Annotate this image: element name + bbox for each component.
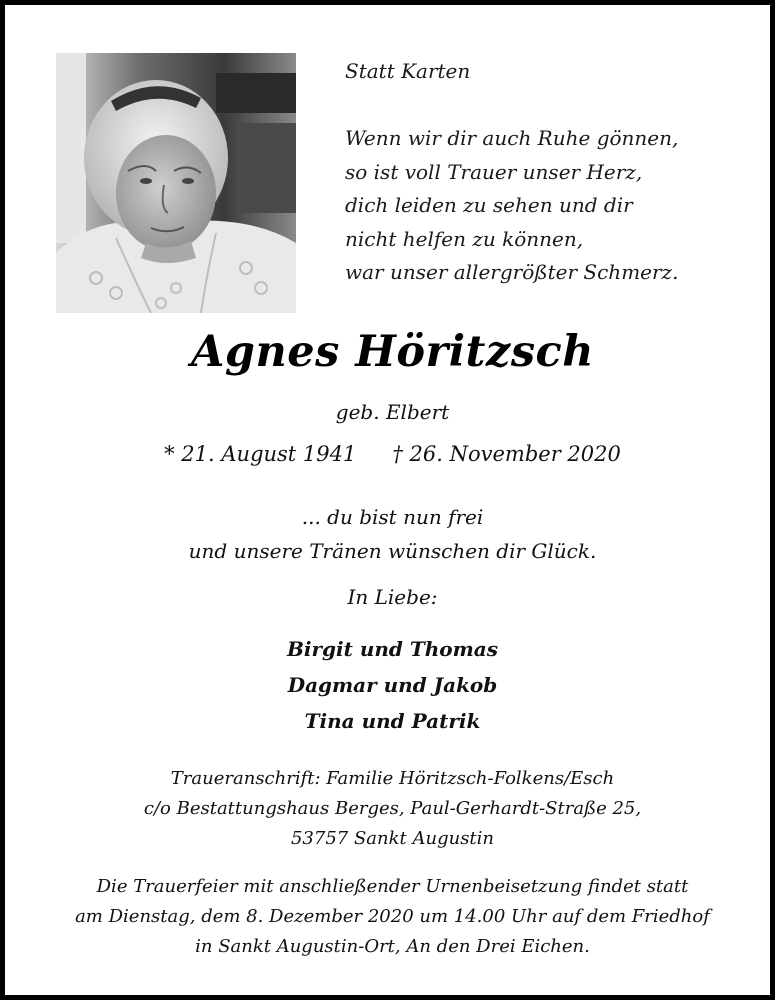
address-line: Traueranschrift: Familie Höritzsch-Folkens/Esch: [170, 768, 615, 789]
mourner-name: Birgit und Thomas: [287, 637, 498, 661]
mourner-name: Dagmar und Jakob: [287, 673, 498, 697]
address-line: 53757 Sankt Augustin: [290, 828, 495, 849]
poem-line: nicht helfen zu können,: [345, 226, 584, 251]
portrait-photo: [56, 53, 296, 313]
death-date: † 26. November 2020: [392, 442, 621, 466]
quote-line: und unsere Tränen wünschen dir Glück.: [188, 539, 597, 563]
birth-name: geb. Elbert: [335, 400, 450, 424]
ceremony-line: am Dienstag, dem 8. Dezember 2020 um 14.00 Uhr auf dem Friedhof: [75, 906, 710, 927]
poem: [345, 55, 745, 290]
address-line: c/o Bestattungshaus Berges, Paul-Gerhardt-Straße 25,: [143, 798, 642, 819]
mourning-address: [10, 764, 775, 854]
mourner-name: Tina und Patrik: [304, 709, 481, 733]
mourners-list: [10, 631, 775, 739]
poem-line: dich leiden zu sehen und dir: [345, 193, 633, 217]
birth-date: * 21. August 1941: [164, 442, 357, 466]
poem-line: Wenn wir dir auch Ruhe gönnen,: [345, 126, 679, 150]
quote-line: ... du bist nun frei: [301, 505, 484, 529]
poem-line: war unser allergrößter Schmerz.: [345, 260, 679, 284]
ceremony-line: Die Trauerfeier mit anschließender Urnenbeisetzung findet statt: [96, 876, 689, 897]
ceremony-line: in Sankt Augustin-Ort, An den Drei Eichen.: [195, 936, 590, 957]
life-dates: [10, 442, 775, 466]
poem-line: so ist voll Trauer unser Herz,: [345, 159, 643, 184]
deceased-name: Agnes Höritzsch: [191, 327, 594, 377]
mourners-intro: In Liebe:: [347, 585, 438, 609]
ceremony-info: [10, 872, 775, 962]
opening-line: Statt Karten: [345, 59, 471, 83]
farewell-quote: [10, 500, 775, 568]
